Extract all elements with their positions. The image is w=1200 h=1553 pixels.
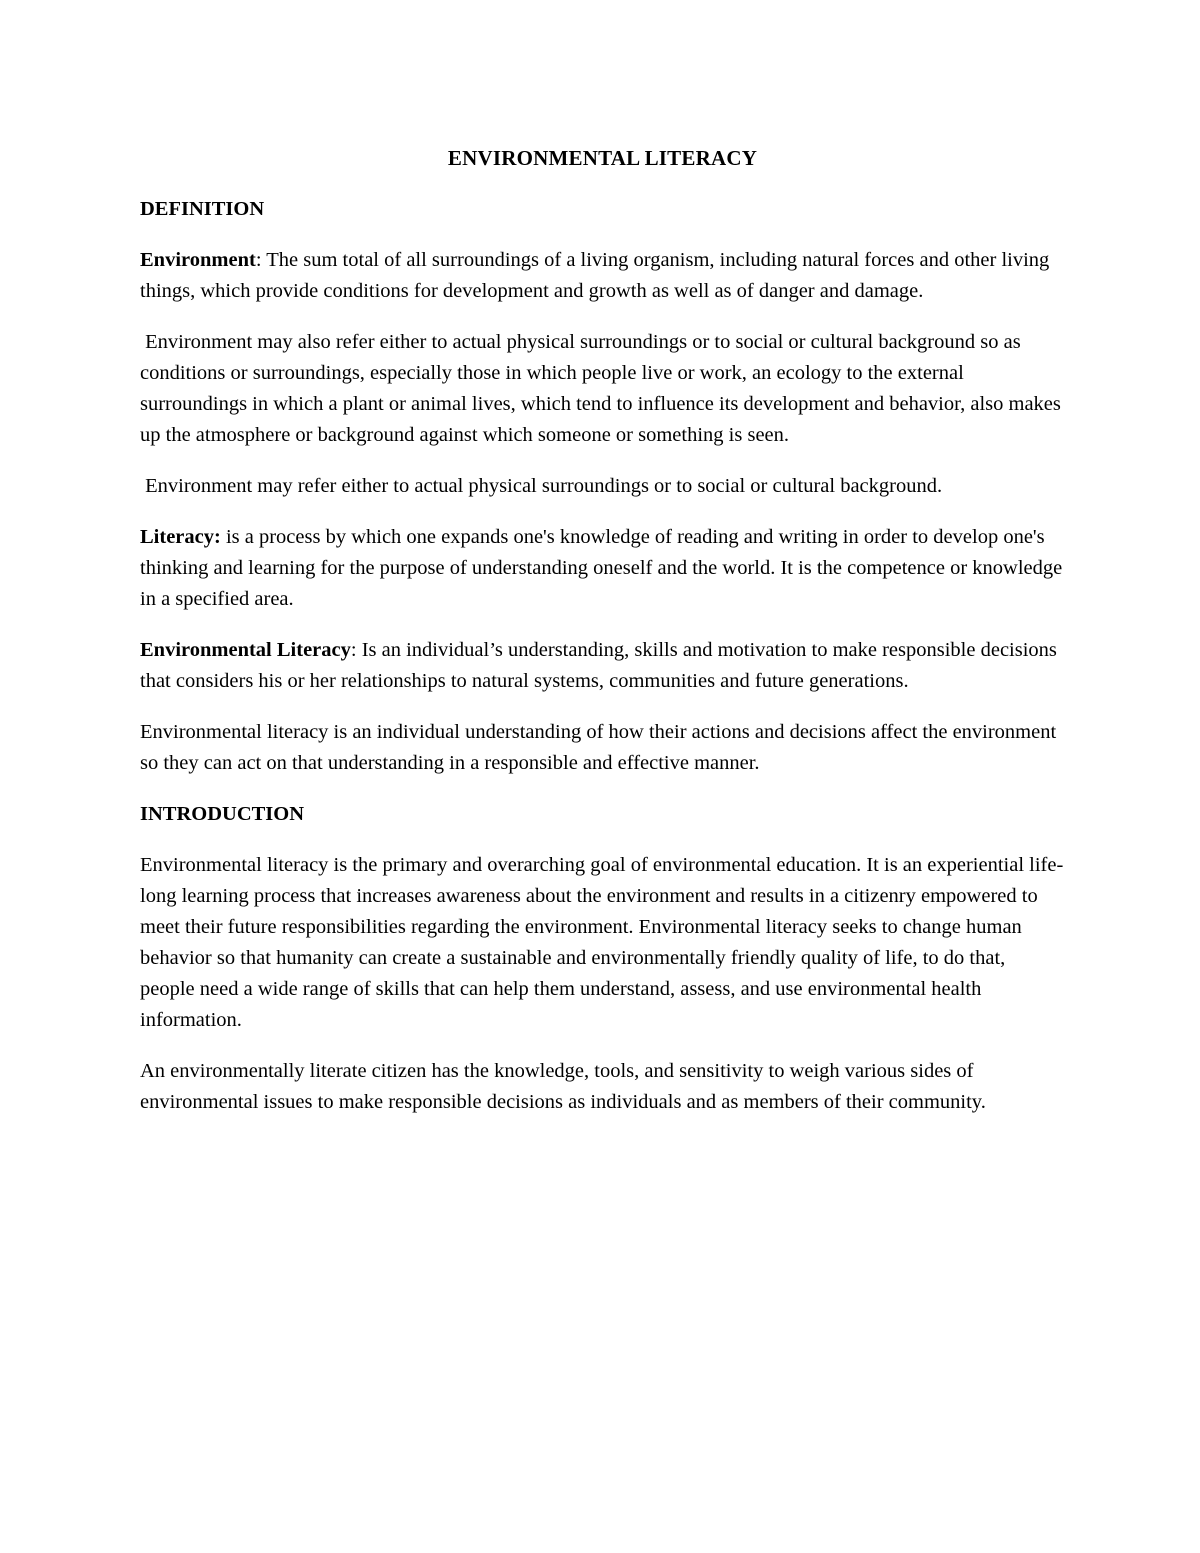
literacy-term: Literacy:	[140, 526, 221, 548]
literacy-definition-text: is a process by which one expands one's knowledge of reading and writing in order to develop one's thinking and learning for the purpose of understanding oneself and the world. It is the competence or knowledge in a specified area.	[140, 526, 1063, 610]
introduction-paragraph-2: An environmentally literate citizen has the knowledge, tools, and sensitivity to weigh various sides of environmental issues to make responsible decisions as individuals and as members of their community.	[140, 1060, 986, 1113]
environmental-literacy-definition	[140, 635, 1065, 697]
environmental-literacy-paragraph-2: Environmental literacy is an individual understanding of how their actions and decisions affect the environment so they can act on that understanding in a responsible and effective manner.	[140, 721, 1057, 774]
definition-heading: DEFINITION	[140, 198, 265, 220]
introduction-heading: INTRODUCTION	[140, 803, 305, 825]
environment-paragraph-2: Environment may also refer either to actual physical surroundings or to social or cultural background so as conditions or surroundings, especially those in which people live or work, an ecology to the external surroundings in which a plant or animal lives, which tend to influence its development and behavior, also makes up the atmosphere or background against which someone or something is seen.	[140, 331, 1067, 446]
literacy-definition	[140, 522, 1065, 615]
environment-definition	[140, 245, 1065, 307]
environment-paragraph-3: Environment may refer either to actual physical surroundings or to social or cultural background.	[140, 475, 943, 497]
document-page	[140, 143, 1065, 1138]
environmental-literacy-term: Environmental Literacy	[140, 639, 351, 661]
environment-term: Environment	[140, 249, 256, 271]
introduction-paragraph-1: Environmental literacy is the primary and overarching goal of environmental education. It is an experiential life-long learning process that increases awareness about the environment and results in a citizenry empowered to meet their future responsibilities regarding the environment. Environmental literacy seeks to change human behavior so that humanity can create a sustainable and environmentally friendly quality of life, to do that, people need a wide range of skills that can help them understand, assess, and use environmental health information.	[140, 854, 1064, 1031]
environment-definition-text: : The sum total of all surroundings of a living organism, including natural forces and other living things, which provide conditions for development and growth as well as of danger and damage.	[140, 249, 1050, 302]
document-title: ENVIRONMENTAL LITERACY	[447, 146, 758, 170]
environmental-literacy-definition-text: : Is an individual’s understanding, skills and motivation to make responsible decisions that considers his or her relationships to natural systems, communities and future generations.	[140, 639, 1057, 692]
